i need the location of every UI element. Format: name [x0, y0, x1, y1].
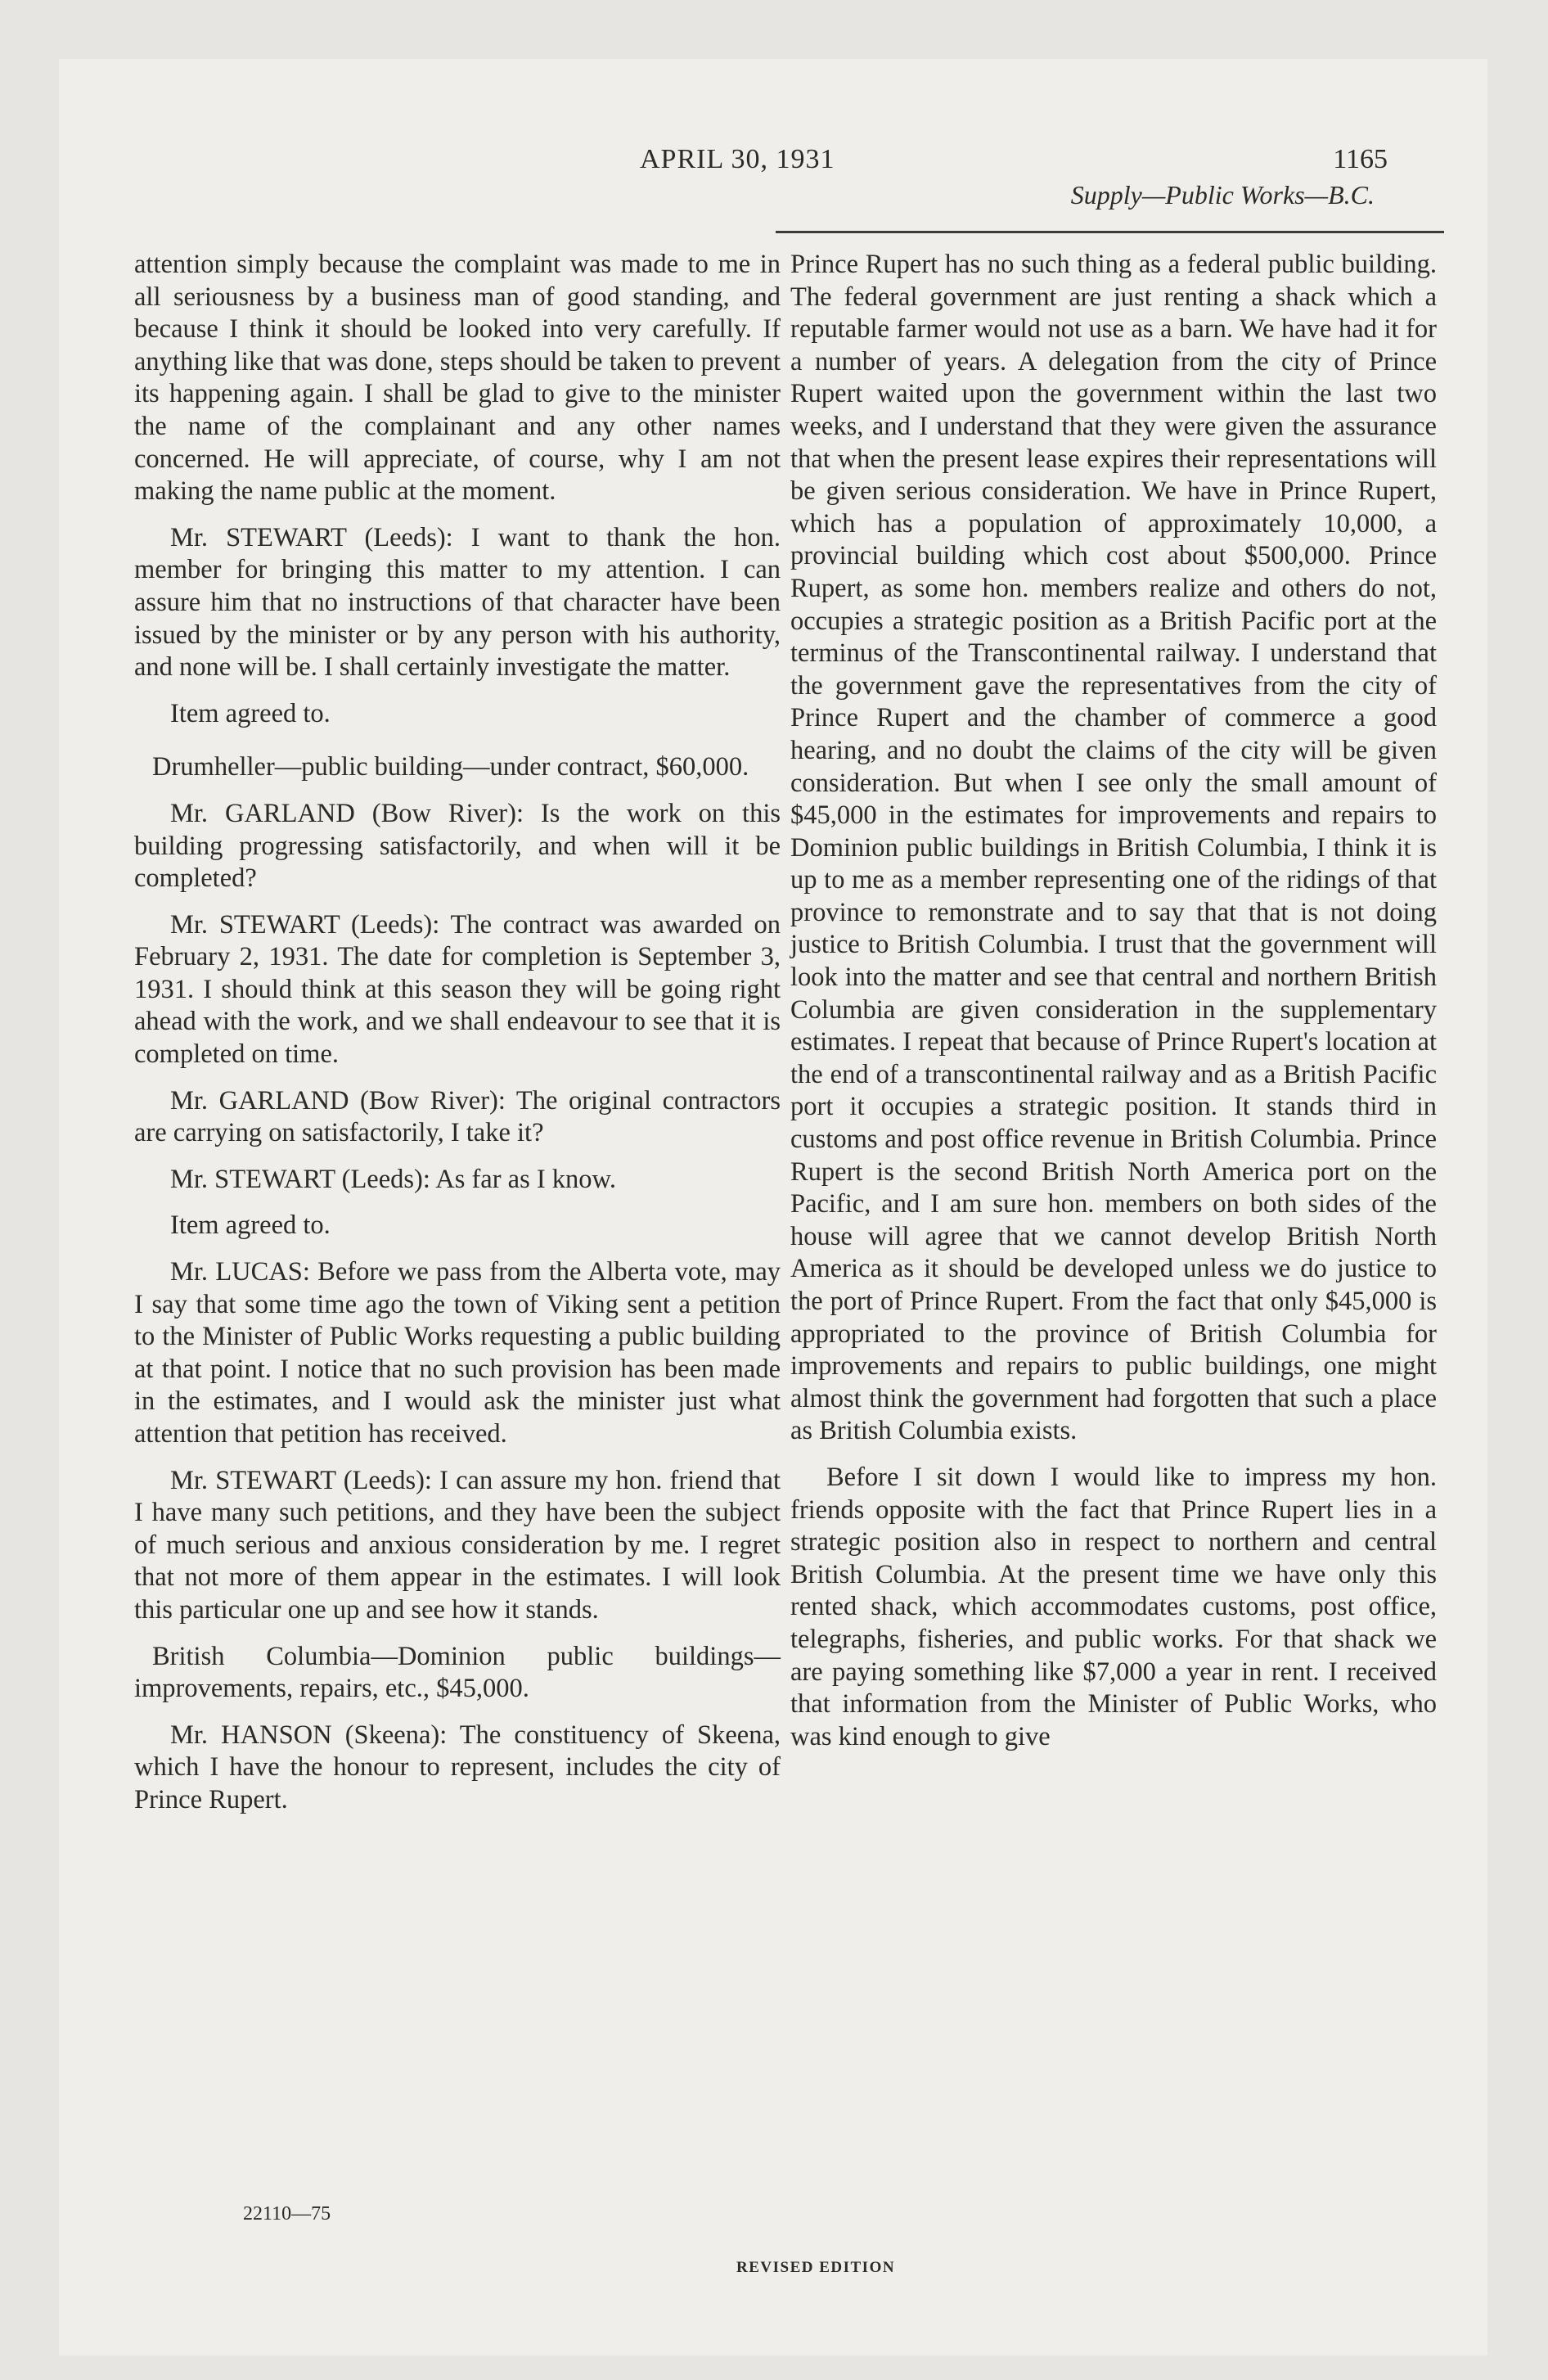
header-rule — [776, 231, 1444, 233]
paragraph: attention simply because the complaint was made to me in all seriousness by a business man of good standing, and because I think it should be looked into very carefully. If anything like that was done, steps should be taken to prevent its happening again. I shall be glad to give to the minister the name of the complainant and any other names concerned. He will appreciate, of course, why I am not making the name public at the moment. — [134, 250, 781, 507]
paragraph: Mr. GARLAND (Bow River): Is the work on this building progressing satisfactorily, and when will it be completed? — [134, 798, 781, 894]
paragraph: Mr. STEWART (Leeds): I want to thank the hon. member for bringing this matter to my attention. I can assure him that no instructions of that character have been issued by the minister or by any person with his authority, and none will be. I shall certainly investigate the matter. — [134, 522, 781, 683]
vote-heading: Drumheller—public building—under contract, $60,000. — [152, 752, 749, 782]
paragraph: Mr. GARLAND (Bow River): The original contractors are carrying on satisfactorily, I take it? — [134, 1085, 781, 1148]
item-agreed: Item agreed to. — [170, 698, 331, 728]
page-number: 1165 — [1333, 144, 1388, 174]
header-date: APRIL 30, 1931 — [640, 144, 835, 174]
running-header — [59, 144, 1487, 210]
paragraph: Mr. LUCAS: Before we pass from the Alberta vote, may I say that some time ago the town of Viking sent a petition to the Minister of Public Works requesting a public building at that point. I notice that no such provision has been made in the estimates, and I would ask the minister just what attention that petition has received. — [134, 1257, 781, 1449]
right-column — [790, 249, 1437, 1767]
paragraph: Mr. STEWART (Leeds): I can assure my hon. friend that I have many such petitions, and they have been the subject of much serious and anxious consideration by me. I regret that not more of them appear in the estimates. I will look this particular one up and see how it stands. — [134, 1465, 781, 1625]
vote-heading: British Columbia—Dominion public buildings—improvements, repairs, etc., $45,000. — [134, 1641, 781, 1704]
left-column — [134, 249, 781, 1831]
paragraph: Mr. STEWART (Leeds): As far as I know. — [170, 1164, 617, 1194]
paragraph: Before I sit down I would like to impress my hon. friends opposite with the fact that Prince Rupert lies in a strategic position also in respect to northern and central British Columbia. At the present time we have only this rented shack, which accommodates customs, post office, telegraphs, fisheries, and public works. For that shack we are paying something like $7,000 a year in rent. I received that information from the Minister of Public Works, who was kind enough to give — [790, 1462, 1437, 1751]
section-heading: Supply—Public Works—B.C. — [1070, 180, 1375, 210]
printer-signature: 22110—75 — [243, 2203, 331, 2224]
item-agreed: Item agreed to. — [170, 1210, 331, 1241]
hansard-page — [59, 59, 1487, 2355]
paragraph: Mr. HANSON (Skeena): The constituency of Skeena, which I have the honour to represent, includes the city of Prince Rupert. — [134, 1720, 781, 1814]
edition-footer: REVISED EDITION — [736, 2259, 896, 2276]
paragraph: Mr. STEWART (Leeds): The contract was awarded on February 2, 1931. The date for completion is September 3, 1931. I should think at this season they will be going right ahead with the work, and we shall endeavour to see that it is completed on time. — [134, 909, 781, 1070]
paragraph: Prince Rupert has no such thing as a federal public building. The federal government are just renting a shack which a reputable farmer would not use as a barn. We have had it for a number of years. A delegation from the city of Prince Rupert waited upon the government within the last two weeks, and I understand that they were given the assurance that when the present lease expires their representations will be given serious consideration. We have in Prince Rupert, which has a population of approximately 10,000, a provincial building which cost about $500,000. Prince Rupert, as some hon. members realize and others do not, occupies a strategic position as a British Pacific port at the terminus of the Transcontinental railway. I understand that the government gave the representatives from the city of Prince Rupert and the chamber of commerce a good hearing, and no doubt the claims of the city will be given consideration. But when I see only the small amount of $45,000 in the estimates for improvements and repairs to Dominion public buildings in British Columbia, I think it is up to me as a member representing one of the ridings of that province to remonstrate and to say that that is not doing justice to British Columbia. I trust that the government will look into the matter and see that central and northern British Columbia are given consideration in the supplementary estimates. I repeat that because of Prince Rupert's location at the end of a transcontinental railway and as a British Pacific port it occupies a strategic position. It stands third in customs and post office revenue in British Columbia. Prince Rupert is the second British North America port on the Pacific, and I am sure hon. members on both sides of the house will agree that we cannot develop British North America as it should be developed unless we do justice to the port of Prince Rupert. From the fact that only $45,000 is appropriated to the province of British Columbia for improvements and repairs to public buildings, one might almost think the government had forgotten that such a place as British Columbia exists. — [790, 250, 1437, 1446]
